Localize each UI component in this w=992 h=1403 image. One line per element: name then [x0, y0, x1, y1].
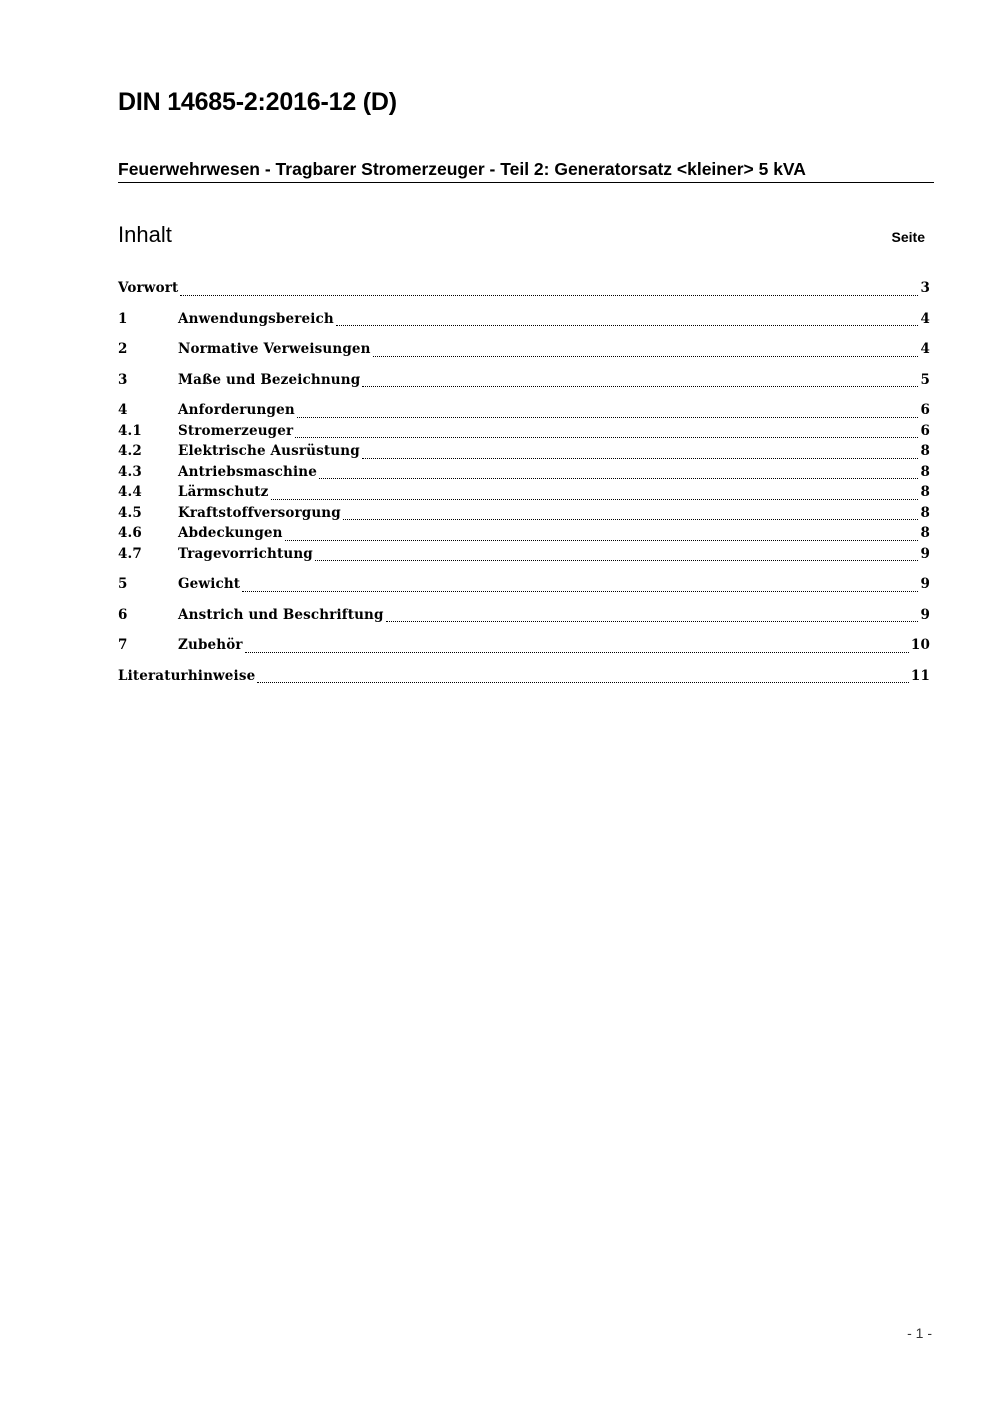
toc-entry-title: Antriebsmaschine [178, 463, 317, 480]
toc-entry-title: Elektrische Ausrüstung [178, 443, 360, 459]
toc-entry[interactable] [118, 484, 930, 505]
toc-entry-number: 5 [118, 576, 128, 592]
toc-entry-title: Literaturhinweise [118, 667, 256, 684]
toc-entry-number: 4.7 [118, 545, 142, 562]
toc-entry[interactable] [118, 637, 930, 658]
toc-entry[interactable] [118, 668, 930, 689]
toc-entry-page: 4 [920, 341, 930, 357]
toc-entry[interactable] [118, 464, 930, 485]
table-of-contents [118, 280, 930, 688]
toc-entry-title: Normative Verweisungen [178, 341, 371, 357]
toc-entry-page: 9 [920, 576, 930, 592]
toc-entry-number: 6 [118, 606, 128, 623]
toc-entry-page: 6 [920, 402, 930, 418]
toc-entry[interactable] [118, 280, 930, 301]
toc-entry-page: 3 [920, 280, 930, 296]
toc-entry-title: Gewicht [178, 576, 241, 592]
toc-entry-title: Anwendungsbereich [178, 310, 334, 327]
toc-dot-leader [295, 436, 918, 438]
toc-entry[interactable] [118, 402, 930, 423]
toc-entry[interactable] [118, 372, 930, 393]
toc-entry-number: 3 [118, 371, 128, 388]
toc-entry-number: 4 [118, 402, 128, 418]
toc-entry[interactable] [118, 443, 930, 464]
toc-entry-page: 8 [920, 504, 930, 521]
toc-entry-title: Kraftstoffversorgung [178, 504, 341, 521]
toc-entry-number: 7 [118, 637, 128, 653]
toc-entry-number: 4.1 [118, 422, 142, 439]
toc-entry-page: 8 [920, 443, 930, 459]
toc-entry-title: Vorwort [118, 280, 179, 296]
toc-entry[interactable] [118, 311, 930, 332]
toc-page-label: Seite [891, 229, 925, 245]
toc-entry-title: Maße und Bezeichnung [178, 371, 361, 388]
toc-dot-leader [319, 477, 918, 479]
toc-entry-number: 2 [118, 341, 128, 357]
page-number: - 1 - [907, 1325, 932, 1341]
toc-dot-leader [362, 457, 919, 459]
toc-entry[interactable] [118, 423, 930, 444]
toc-dot-leader [257, 681, 909, 683]
toc-dot-leader [271, 498, 919, 500]
toc-entry-page: 9 [920, 545, 930, 562]
document-title: DIN 14685-2:2016-12 (D) [118, 88, 397, 116]
toc-entry-page: 11 [910, 667, 930, 684]
toc-entry-number: 4.3 [118, 463, 142, 480]
toc-entry-page: 4 [920, 310, 930, 327]
toc-entry-page: 5 [920, 371, 930, 388]
toc-entry-number: 4.2 [118, 443, 142, 459]
toc-entry-title: Anstrich und Beschriftung [178, 606, 384, 623]
toc-entry-title: Zubehör [178, 637, 243, 653]
toc-dot-leader [297, 416, 919, 418]
toc-dot-leader [373, 355, 919, 357]
toc-entry[interactable] [118, 576, 930, 597]
toc-entry-number: 4.5 [118, 504, 142, 521]
toc-entry-number: 4.4 [118, 484, 142, 500]
document-subtitle: Feuerwehrwesen - Tragbarer Stromerzeuger - Teil 2: Generatorsatz <kleiner> 5 kVA [118, 159, 934, 183]
toc-entry-page: 8 [920, 484, 930, 500]
toc-dot-leader [315, 559, 919, 561]
toc-entry-number: 4.6 [118, 525, 142, 541]
toc-entry[interactable] [118, 341, 930, 362]
toc-entry-title: Tragevorrichtung [178, 545, 313, 562]
toc-dot-leader [336, 324, 919, 326]
toc-dot-leader [343, 518, 919, 520]
toc-entry-page: 8 [920, 525, 930, 541]
toc-dot-leader [180, 294, 918, 296]
toc-entry-title: Stromerzeuger [178, 422, 294, 439]
toc-entry-title: Anforderungen [178, 402, 295, 418]
toc-entry-page: 8 [920, 463, 930, 480]
toc-dot-leader [386, 620, 919, 622]
toc-entry-title: Lärmschutz [178, 484, 269, 500]
toc-dot-leader [242, 590, 918, 592]
toc-heading: Inhalt [118, 222, 172, 247]
toc-entry-page: 6 [920, 422, 930, 439]
toc-dot-leader [362, 385, 918, 387]
toc-entry-number: 1 [118, 310, 128, 327]
toc-entry-page: 10 [910, 637, 930, 653]
toc-entry[interactable] [118, 607, 930, 628]
toc-entry-page: 9 [920, 606, 930, 623]
toc-dot-leader [245, 651, 909, 653]
toc-entry[interactable] [118, 505, 930, 526]
toc-dot-leader [285, 539, 919, 541]
toc-entry[interactable] [118, 525, 930, 546]
toc-entry-title: Abdeckungen [178, 525, 283, 541]
toc-entry[interactable] [118, 546, 930, 567]
